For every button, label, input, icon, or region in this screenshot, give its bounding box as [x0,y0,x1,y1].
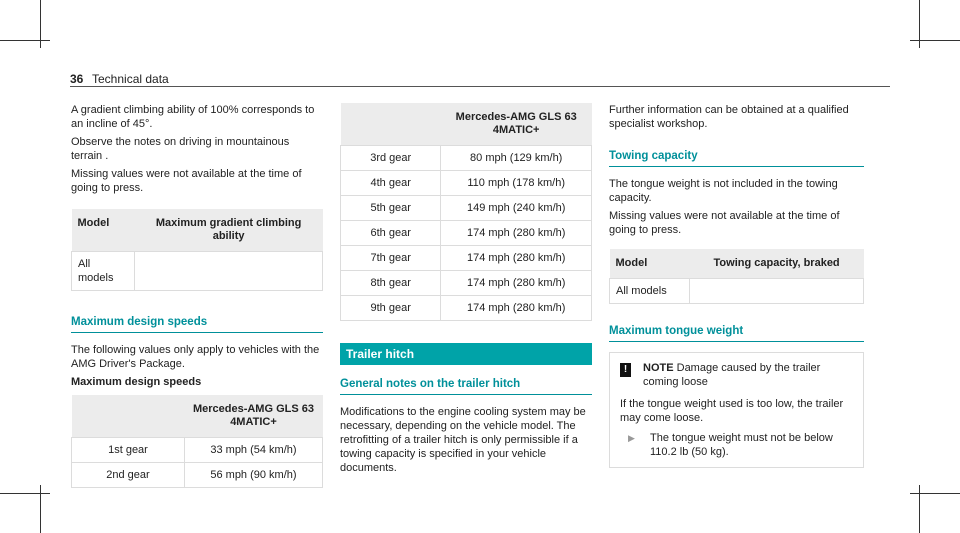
warning-icon: ! [620,363,631,377]
gradient-table [71,209,323,291]
note-title [643,361,853,389]
crop-mark [0,493,50,494]
table-row [72,438,323,463]
table-cell: 6th gear [341,221,441,246]
header-divider [70,86,890,87]
table-header: Towing capacity, braked [690,249,864,279]
table-row [341,146,592,171]
note-body: If the tongue weight used is too low, the trailer may come loose. [620,398,844,424]
general-notes-text: Modifications to the engine cooling system may be necessary, depending on the vehicle model. The retrofitting of a trailer hitch is only permissible if a towing capacity is specified in your vehicle documents. [340,406,586,474]
observe-paragraph: Observe the notes on driving in mountainous terrain . [71,136,290,162]
table-row [341,246,592,271]
speed-table-part1 [71,395,323,488]
table-cell: 80 mph (129 km/h) [441,146,592,171]
column-middle [340,103,592,479]
table-cell: 174 mph (280 km/h) [441,271,592,296]
further-info-paragraph: Further information can be obtained at a qualified specialist workshop. [609,104,849,130]
table-cell: 9th gear [341,296,441,321]
table-row [72,463,323,488]
max-speeds-intro: The following values only apply to vehicles with the AMG Driver's Package. [71,344,320,370]
column-left [71,103,323,488]
trailer-hitch-band: Trailer hitch [340,343,592,365]
table-cell: 1st gear [72,438,185,463]
table-cell [135,252,323,291]
table-row [341,171,592,196]
table-row [610,279,864,304]
table-cell [690,279,864,304]
table-cell: 8th gear [341,271,441,296]
missing-values-paragraph: Missing values were not available at the time of going to press. [71,168,302,194]
table-row [341,296,592,321]
towing-paragraph-1: The tongue weight is not included in the towing capacity. [609,178,838,204]
table-row [341,221,592,246]
crop-mark [910,493,960,494]
table-header: Mercedes-AMG GLS 63 4MATIC+ [184,395,322,438]
table-header-empty [72,395,185,438]
table-header: Mercedes-AMG GLS 63 4MATIC+ [441,103,592,146]
towing-paragraph-2: Missing values were not available at the time of going to press. [609,210,840,236]
table-cell: 5th gear [341,196,441,221]
table-cell: 110 mph (178 km/h) [441,171,592,196]
table-cell: 149 mph (240 km/h) [441,196,592,221]
table-cell: All models [72,252,135,291]
crop-mark [910,40,960,41]
page-number: 36 [70,72,84,86]
section-title: Technical data [92,72,169,86]
table-cell: 7th gear [341,246,441,271]
table-row [341,196,592,221]
table-cell: All models [610,279,690,304]
table-header-empty [341,103,441,146]
note-text: Damage caused by the trailer coming loose [643,362,821,388]
max-speeds-heading: Maximum design speeds [71,315,323,333]
table-cell: 33 mph (54 km/h) [184,438,322,463]
table-cell: 4th gear [341,171,441,196]
speed-table-part2 [340,103,592,321]
table-cell: 56 mph (90 km/h) [184,463,322,488]
table-row [72,252,323,291]
table-row [341,271,592,296]
tongue-weight-heading: Maximum tongue weight [609,324,864,342]
table-header: Model [72,209,135,252]
column-right [609,103,864,468]
table-header: Model [610,249,690,279]
note-label: NOTE [643,362,674,374]
crop-mark [0,40,50,41]
table-header: Maximum gradient climbing ability [135,209,323,252]
gradient-paragraph: A gradient climbing ability of 100% corresponds to an incline of 45°. [71,104,315,130]
max-speeds-label: Maximum design speeds [71,376,202,388]
general-notes-heading: General notes on the trailer hitch [340,377,592,395]
towing-table [609,249,864,304]
note-header [620,361,853,389]
bullet-arrow-icon: ▶ [628,433,635,443]
note-bullet-text: The tongue weight must not be below 110.2 lb (50 kg). [650,432,833,458]
table-cell: 174 mph (280 km/h) [441,221,592,246]
table-cell: 174 mph (280 km/h) [441,246,592,271]
note-box [609,352,864,468]
towing-capacity-heading: Towing capacity [609,149,864,167]
table-cell: 3rd gear [341,146,441,171]
table-cell: 2nd gear [72,463,185,488]
table-cell: 174 mph (280 km/h) [441,296,592,321]
note-bullet [620,431,853,459]
